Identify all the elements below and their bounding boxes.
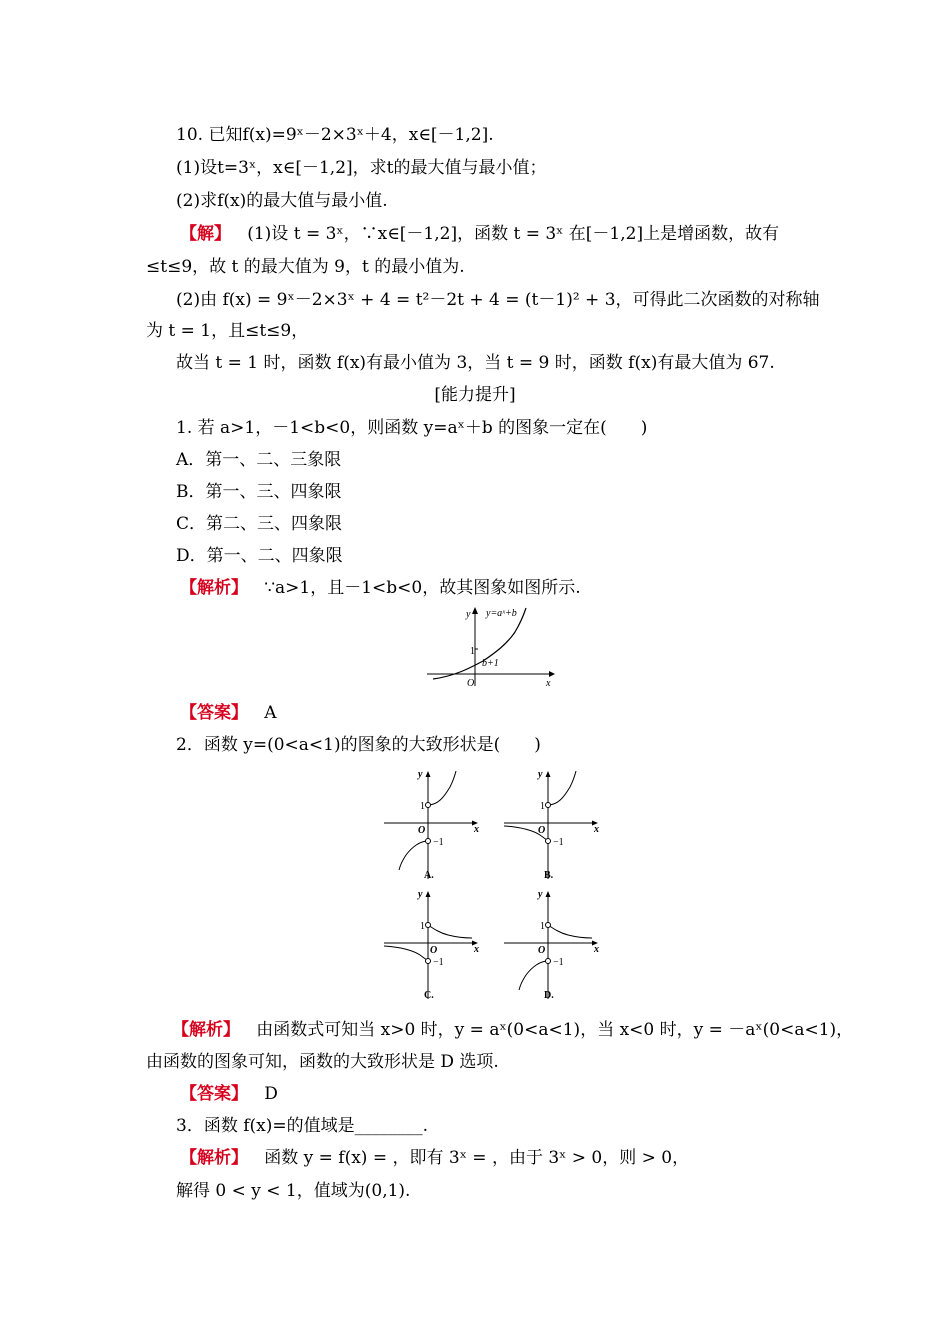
graph-name: D. <box>544 990 554 1001</box>
q3-stem: 3．函数 f(x)=的值域是________. <box>176 1116 429 1136</box>
problem10-solution-line5: 故当 t = 1 时，函数 f(x)有最小值为 3，当 t = 9 时，函数 f(x)有最大值为 67. <box>176 353 775 373</box>
q2-analysis-text-a: 由函数式可知当 x>0 时，y = aˣ(0<a<1)，当 x<0 时，y = －aˣ(0<a<1)， <box>256 1020 854 1040</box>
graph-x-label: x <box>474 824 479 835</box>
q1-y-label: y <box>466 609 471 620</box>
graph-curve-left <box>384 946 428 961</box>
q1-b-label: b+1 <box>482 658 499 669</box>
graph-y-label: y <box>538 889 543 900</box>
solution-text-1a: (1)设 t = 3ˣ，∵x∈[－1,2]，函数 t = 3ˣ 在[－1,2]上是增函数，故有 <box>247 224 780 244</box>
answer-tag: 【答案】 <box>180 703 248 723</box>
graph-neg-one-label: −1 <box>553 837 564 848</box>
q1-option-d: D．第一、二、四象限 <box>176 546 343 566</box>
graph-curve-right <box>428 925 472 938</box>
graph-x-label: x <box>594 824 599 835</box>
analysis-tag: 【解析】 <box>180 1148 248 1168</box>
graph-one-label: 1 <box>420 921 425 932</box>
graph-y-arrow <box>426 891 431 897</box>
graph-y-arrow <box>546 891 551 897</box>
graph-neg-one-label: −1 <box>433 957 444 968</box>
q2-graph-c <box>380 885 490 1003</box>
q3-analysis-line1 <box>180 1147 689 1169</box>
graph-origin-label: O <box>538 825 546 836</box>
problem10-solution-line2: ≤t≤9，故 t 的最大值为 9，t 的最小值为. <box>146 257 465 277</box>
q3-analysis-text-a: 函数 y = f(x) = ，即有 3ˣ = ，由于 3ˣ > 0，则 > 0， <box>264 1148 690 1168</box>
analysis-tag: 【解析】 <box>172 1020 240 1040</box>
q1-analysis-text: ∵a>1，且－1<b<0，故其图象如图所示. <box>264 578 581 598</box>
graph-origin-label: O <box>538 945 546 956</box>
answer-tag: 【答案】 <box>180 1084 248 1104</box>
q1-stem: 1. 若 a>1，－1<b<0，则函数 y=aˣ＋b 的图象一定在( ) <box>176 418 648 438</box>
graph-x-label: x <box>474 944 479 955</box>
graph-curve-left <box>399 841 428 870</box>
q2-graph-a <box>380 765 490 883</box>
q2-stem: 2．函数 y=(0<a<1)的图象的大致形状是( ) <box>176 735 541 755</box>
graph-curve-right <box>548 771 576 805</box>
graph-y-label: y <box>538 769 543 780</box>
graph-origin-label: O <box>418 825 426 836</box>
graph-name: C. <box>424 990 434 1001</box>
q1-x-arrow <box>549 671 555 677</box>
q1-answer <box>180 702 277 724</box>
graph-one-label: 1 <box>420 801 425 812</box>
problem10-q2: (2)求f(x)的最大值与最小值. <box>176 191 388 211</box>
q1-one-label: 1 <box>470 646 475 657</box>
graph-y-arrow <box>546 771 551 777</box>
graph-origin-label: O <box>430 945 438 956</box>
q1-option-c: C．第二、三、四象限 <box>176 514 343 534</box>
open-point-positive <box>546 923 551 928</box>
analysis-tag: 【解析】 <box>180 578 248 598</box>
graph-y-label: y <box>418 889 423 900</box>
open-point-positive <box>426 923 431 928</box>
q1-analysis <box>180 577 581 599</box>
open-point-negative <box>426 839 431 844</box>
open-point-negative <box>546 959 551 964</box>
problem10-q1: (1)设t=3ˣ，x∈[－1,2]，求t的最大值与最小值； <box>176 158 547 178</box>
q2-graph-d <box>500 885 610 1003</box>
q2-analysis-line2: 由函数的图象可知，函数的大致形状是 D 选项. <box>146 1052 499 1072</box>
section-title: [能力提升] <box>434 385 516 405</box>
graph-y-arrow <box>426 771 431 777</box>
graph-curve-right <box>548 925 592 938</box>
problem10-solution-line1 <box>180 223 779 245</box>
q2-answer-value: D <box>264 1084 278 1104</box>
q1-option-a: A．第一、二、三象限 <box>176 450 342 470</box>
solution-tag: 【解】 <box>180 224 231 244</box>
q3-analysis-line2: 解得 0 < y < 1，值域为(0,1). <box>176 1181 411 1201</box>
open-point-negative <box>426 959 431 964</box>
open-point-negative <box>546 839 551 844</box>
q2-analysis-line1 <box>172 1019 853 1041</box>
q1-answer-value: A <box>264 703 277 723</box>
problem10-solution-line4: 为 t = 1，且≤t≤9， <box>146 321 309 341</box>
graph-curve-right <box>428 771 456 805</box>
graph-curve-left <box>519 961 548 990</box>
graph-one-label: 1 <box>540 801 545 812</box>
graph-x-label: x <box>594 944 599 955</box>
problem10-stem: 10. 已知f(x)=9ˣ－2×3ˣ＋4，x∈[－1,2]. <box>176 125 494 145</box>
graph-name: A. <box>424 870 434 881</box>
graph-name: B. <box>544 870 554 881</box>
graph-neg-one-label: −1 <box>433 837 444 848</box>
q1-y-arrow <box>472 607 478 614</box>
q1-figure <box>425 604 560 688</box>
q1-option-b: B．第一、三、四象限 <box>176 482 342 502</box>
graph-y-label: y <box>418 769 423 780</box>
graph-one-label: 1 <box>540 921 545 932</box>
q1-origin-label: O <box>467 678 475 689</box>
q2-graph-b <box>500 765 610 883</box>
open-point-positive <box>426 803 431 808</box>
graph-neg-one-label: −1 <box>553 957 564 968</box>
q1-x-label: x <box>546 678 551 689</box>
q1-curve-label: y=aˣ+b <box>486 608 517 619</box>
problem10-solution-line3: (2)由 f(x) = 9ˣ－2×3ˣ + 4 = t²－2t + 4 = (t－1)² + 3，可得此二次函数的对称轴 <box>176 290 820 310</box>
q2-answer <box>180 1083 278 1105</box>
open-point-positive <box>546 803 551 808</box>
